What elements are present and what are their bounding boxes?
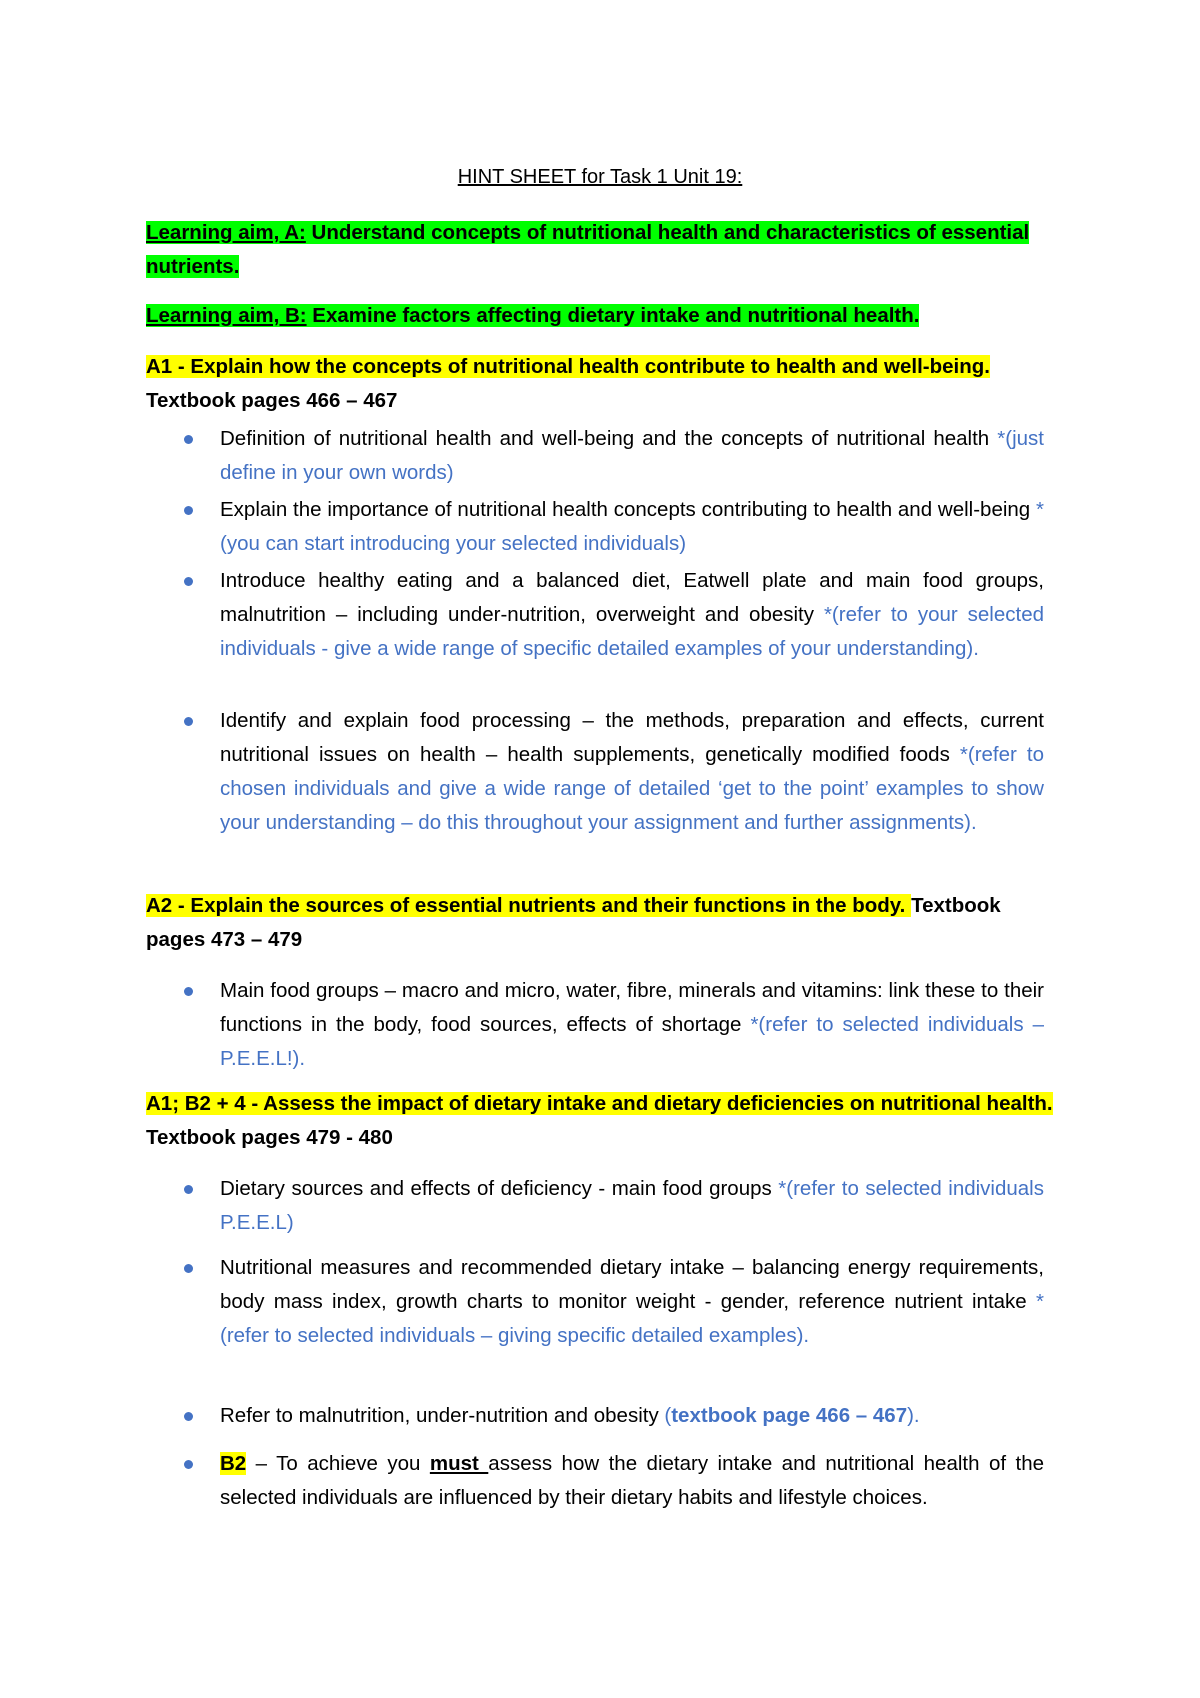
- a1-bullet-4: [220, 704, 1044, 840]
- bullet-text: Refer to malnutrition, under-nutrition and obesity: [220, 1404, 665, 1427]
- page-title: HINT SHEET for Task 1 Unit 19:: [457, 166, 743, 188]
- learning-aim-b-text: Examine factors affecting dietary intake and nutritional health.: [306, 304, 920, 327]
- bullet-note-close: ).: [907, 1404, 920, 1427]
- b2-label: B2: [220, 1452, 247, 1475]
- b-bullet-2: [220, 1251, 1044, 1353]
- bullet-icon: [184, 717, 193, 726]
- bullet-note: *(you can start introducing your selected individuals): [220, 498, 1044, 555]
- a1-bullet-3: [220, 564, 1044, 666]
- b-bullet-3: [220, 1399, 1044, 1433]
- b-heading-block: [146, 1087, 1064, 1155]
- learning-aim-a-label: Learning aim, A:: [146, 221, 306, 244]
- must-emphasis: must: [429, 1452, 489, 1475]
- bullet-icon: [184, 506, 193, 515]
- bullet-text: Introduce healthy eating and a balanced diet, Eatwell plate and main food groups, malnutrition – including under-nutrition, overweight and obesity: [220, 569, 1044, 626]
- bullet-note: *(refer to selected individuals P.E.E.L): [220, 1177, 1044, 1234]
- a1-heading-block: [146, 350, 1064, 418]
- bullet-note: *(refer to your selected individuals - give a wide range of specific detailed examples of your understanding).: [220, 603, 1044, 660]
- learning-aim-b: [146, 299, 1064, 333]
- a1-textbook-pages: Textbook pages 466 – 467: [146, 389, 398, 412]
- a2-textbook-pages: Textbook pages 473 – 479: [146, 894, 1001, 951]
- bullet-icon: [184, 435, 193, 444]
- a2-heading: A2 - Explain the sources of essential nutrients and their functions in the body.: [146, 894, 912, 917]
- bullet-icon: [184, 1460, 193, 1469]
- b-textbook-pages: Textbook pages 479 - 480: [146, 1126, 393, 1149]
- a1-bullet-1: [220, 422, 1044, 490]
- b-bullet-1: [220, 1172, 1044, 1240]
- bullet-icon: [184, 987, 193, 996]
- bullet-text: Nutritional measures and recommended dietary intake – balancing energy requirements, body mass index, growth charts to monitor weight - gender, reference nutrient intake: [220, 1256, 1044, 1313]
- a2-bullet-1: [220, 974, 1044, 1076]
- learning-aim-b-label: Learning aim, B:: [146, 304, 307, 327]
- bullet-text: Definition of nutritional health and well-being and the concepts of nutritional health: [220, 427, 998, 450]
- bullet-text: Dietary sources and effects of deficiency - main food groups: [220, 1177, 779, 1200]
- a2-heading-block: [146, 889, 1064, 957]
- b-bullet-4: [220, 1447, 1044, 1515]
- bullet-text: – To achieve you: [246, 1452, 430, 1475]
- bullet-note: *(just define in your own words): [220, 427, 1044, 484]
- learning-aim-a-text: Understand concepts of nutritional health and characteristics of essential nutrients.: [146, 221, 1030, 278]
- bullet-text: Main food groups – macro and micro, water, fibre, minerals and vitamins: link these to their functions in the body, food sources, effects of shortage: [220, 979, 1044, 1036]
- learning-aim-a: [146, 216, 1064, 284]
- bullet-text: assess how the dietary intake and nutritional health of the selected individuals are influenced by their dietary habits and lifestyle choices.: [220, 1452, 1044, 1509]
- bullet-note: *(refer to selected individuals – giving specific detailed examples).: [220, 1290, 1044, 1347]
- a1-bullet-2: [220, 493, 1044, 561]
- bullet-icon: [184, 1264, 193, 1273]
- bullet-note-open: (: [664, 1404, 672, 1427]
- bullet-text: Explain the importance of nutritional health concepts contributing to health and well-being: [220, 498, 1037, 521]
- bullet-text: Identify and explain food processing – the methods, preparation and effects, current nutritional issues on health – health supplements, genetically modified foods: [220, 709, 1044, 766]
- b-heading: A1; B2 + 4 - Assess the impact of dietary intake and dietary deficiencies on nutritional health.: [146, 1092, 1053, 1115]
- bullet-icon: [184, 577, 193, 586]
- bullet-note: *(refer to chosen individuals and give a wide range of detailed ‘get to the point’ examples to show your understanding – do this throughout your assignment and further assignments).: [220, 743, 1044, 834]
- a1-heading: A1 - Explain how the concepts of nutritional health contribute to health and well-being.: [146, 355, 990, 378]
- bullet-note-reference: textbook page 466 – 467: [671, 1404, 908, 1427]
- bullet-icon: [184, 1412, 193, 1421]
- bullet-note: *(refer to selected individuals – P.E.E.L!).: [220, 1013, 1044, 1070]
- bullet-icon: [184, 1185, 193, 1194]
